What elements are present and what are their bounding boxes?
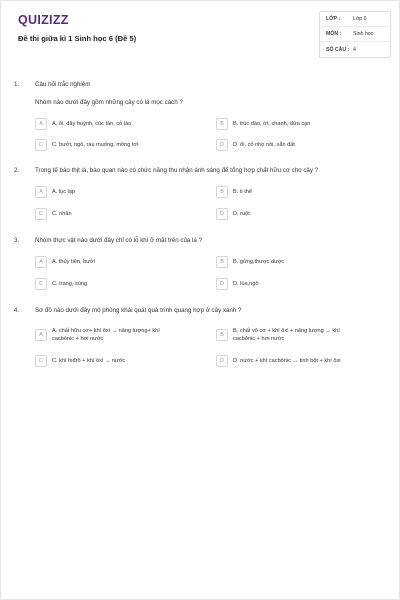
question-number: 3. [14,237,20,244]
question-text: Sơ đồ nào dưới đây mô phỏng khái quát quá trình quang hợp ở cây xanh ? [35,307,242,314]
answer-option-d[interactable] [216,208,250,220]
answer-option-b[interactable] [216,327,340,343]
option-text [233,327,340,343]
option-text: B. ti thể [233,189,252,195]
option-letter-box: C [35,278,47,290]
meta-value: Lớp 6 [353,16,367,22]
answer-option-d[interactable] [216,139,295,151]
option-text: B. trúc đào, ớt, chanh, dừa cạn [233,121,311,127]
option-letter-box: A [35,256,47,268]
answer-option-b[interactable] [216,186,252,198]
meta-row-question-count [320,42,390,57]
option-letter-box: A [35,186,47,198]
answer-option-b[interactable] [216,256,284,268]
answer-option-c[interactable] [35,278,87,290]
option-text: C. khí hiđrô + khí ôxi → nước [52,358,126,364]
option-letter-box: D [216,139,228,151]
option-letter-box: B [216,256,228,268]
answer-option-d[interactable] [216,278,259,290]
question-number: 1. [14,81,20,88]
question-text: Trong tế bào thịt lá, bào quan nào có chức năng thu nhận ánh sáng để tổng hợp chất hữu cơ cho cây ? [35,167,319,174]
option-letter-box: B [216,329,228,341]
meta-value: Sinh học [353,31,374,37]
answer-option-a[interactable] [35,256,95,268]
option-text: A. ổi, dây huỳnh, cúc tần, cỏ lào [52,121,132,127]
option-letter-box: A [35,118,47,130]
option-letter-box: C [35,208,47,220]
option-text [52,327,160,343]
option-text: D. ruột [233,211,250,217]
question-number: 2. [14,167,20,174]
option-text-line: B. chất vô cơ + khí ôxi + năng lượng → khí [233,328,340,334]
option-text: B. gừng,thược dược [233,259,285,265]
meta-row-class [320,12,390,27]
answer-option-d[interactable] [216,355,341,367]
question-number: 4. [14,307,20,314]
meta-label: SỐ CÂU : [326,46,350,53]
answer-option-c[interactable] [35,139,138,151]
option-text-line: cacbônic + hơi nước [52,336,104,342]
meta-value: 4 [353,46,356,53]
option-text: C. trang, súng [52,281,88,287]
quizizz-logo: QUIZIZZ [18,13,69,27]
answer-option-c[interactable] [35,208,72,220]
option-letter-box: B [216,118,228,130]
question-text: Nhóm nào dưới đây gồm những cây có lá mọc cách ? [35,99,183,106]
question-type-label: Câu hỏi trắc nghiệm [35,81,91,88]
option-text: A. lục lạp [52,189,76,195]
option-text: C. bưởi, ngô, rau muống, mồng tơi [52,142,139,148]
worksheet-header [1,1,400,67]
answer-option-b[interactable] [216,118,310,130]
option-letter-box: C [35,139,47,151]
answer-option-a[interactable] [35,118,131,130]
option-letter-box: D [216,355,228,367]
meta-label: MÔN : [326,31,342,37]
option-text: C. nhân [52,211,72,217]
worksheet-meta-box [319,11,391,58]
option-letter-box: B [216,186,228,198]
option-letter-box: D [216,208,228,220]
option-text-line: cacbônic + hơi nước [233,336,285,342]
option-text: D. nước + khí cacbônic → tinh bột + khí ôxi [233,358,341,364]
question-text: Nhóm thực vật nào dưới đây chỉ có lỗ khí ở mặt trên của lá ? [35,237,203,244]
option-text: D. lúa,ngô [233,281,259,287]
answer-option-a[interactable] [35,327,160,343]
option-text: A. thủy tiên, bưởi [52,259,95,265]
answer-option-c[interactable] [35,355,125,367]
meta-label: LỚP : [326,16,341,22]
option-letter-box: D [216,278,228,290]
option-text-line: A. chất hữu cơ+ khí ôxi → năng lượng+ khí [52,328,160,334]
option-letter-box: A [35,329,47,341]
option-text: D. ổi, cỏ nhọ nồi, sắn đất [233,142,295,148]
worksheet-title: Đề thi giữa kì 1 Sinh học 6 (Đề 5) [18,34,137,43]
meta-row-subject [320,27,390,42]
answer-option-a[interactable] [35,186,75,198]
option-letter-box: C [35,355,47,367]
